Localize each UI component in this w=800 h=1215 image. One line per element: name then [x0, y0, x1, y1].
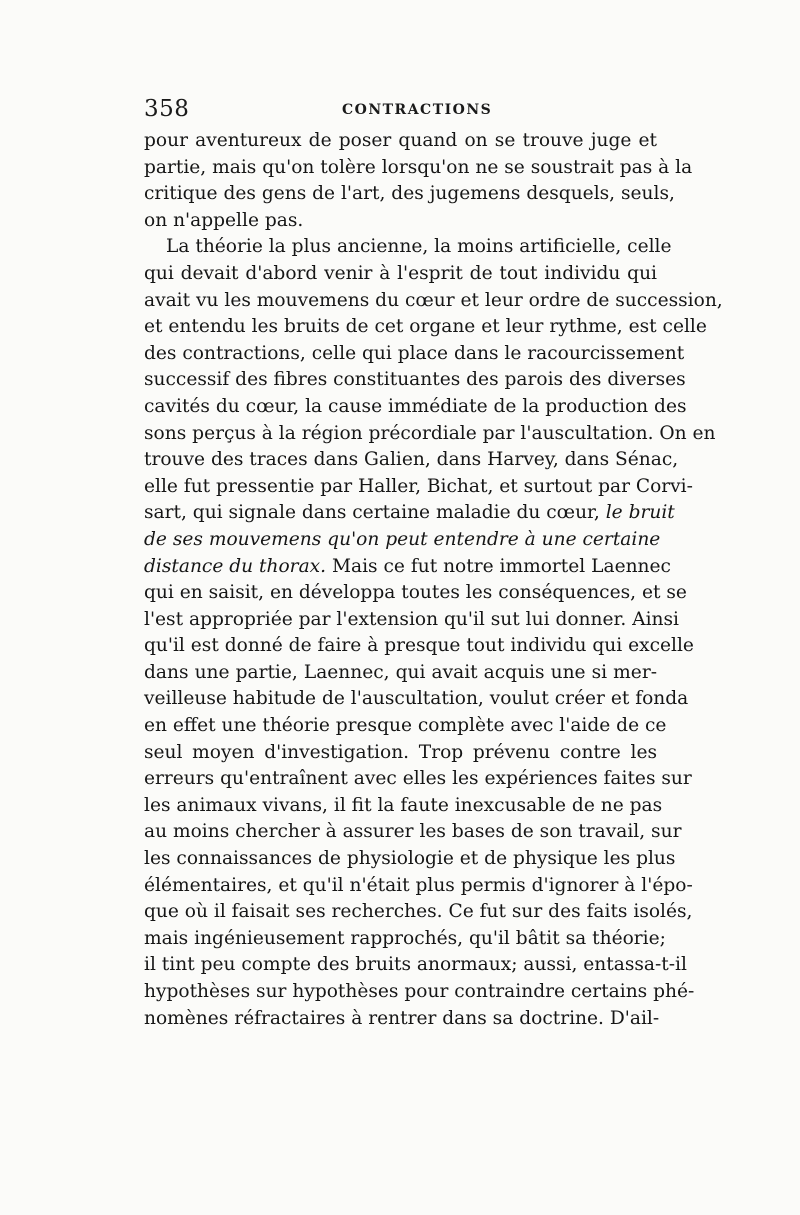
- text-line: et entendu les bruits de cet organe et leur rythme, est celle: [144, 316, 707, 338]
- text-line: veilleuse habitude de l'auscultation, voulut créer et fonda: [144, 688, 689, 710]
- text-run: sart, qui signale dans certaine maladie du cœur,: [144, 502, 600, 524]
- page-number: 358: [144, 96, 190, 122]
- text-line: des contractions, celle qui place dans le racourcissement: [144, 342, 685, 364]
- text-line: que où il faisait ses recherches. Ce fut sur des faits isolés,: [144, 901, 693, 923]
- text-line: les animaux vivans, il fit la faute inexcusable de ne pas: [144, 794, 663, 816]
- text-line: au moins chercher à assurer les bases de son travail, sur: [144, 821, 682, 843]
- text-run: Mais ce fut notre immortel Laennec: [331, 555, 671, 577]
- italic-quote-run: distance du thorax.: [144, 555, 327, 577]
- text-line: il tint peu compte des bruits anormaux; aussi, entassa-t-il: [144, 954, 687, 976]
- text-line: avait vu les mouvemens du cœur et leur ordre de succession,: [144, 289, 723, 311]
- text-line: dans une partie, Laennec, qui avait acquis une si mer-: [144, 661, 657, 683]
- text-line: qu'il est donné de faire à presque tout individu qui excelle: [144, 635, 694, 657]
- paragraph-start-line: La théorie la plus ancienne, la moins artificielle, celle: [166, 236, 672, 258]
- text-line-mixed: [144, 554, 671, 581]
- running-head: CONTRACTIONS: [342, 102, 493, 118]
- text-line: critique des gens de l'art, des jugemens desquels, seuls,: [144, 183, 675, 205]
- text-line: qui en saisit, en développa toutes les conséquences, et se: [144, 582, 687, 604]
- text-line: pour aventureux de poser quand on se trouve juge et: [144, 130, 657, 151]
- italic-quote-run: le bruit: [605, 502, 675, 524]
- text-line: cavités du cœur, la cause immédiate de la production des: [144, 395, 687, 417]
- text-line: qui devait d'abord venir à l'esprit de tout individu qui: [144, 262, 657, 284]
- text-line: sons perçus à la région précordiale par l'auscultation. On en: [144, 422, 716, 444]
- text-line: partie, mais qu'on tolère lorsqu'on ne se soustrait pas à la: [144, 156, 693, 178]
- body-text: [144, 128, 723, 1032]
- text-line: élémentaires, et qu'il n'était plus permis d'ignorer à l'épo-: [144, 874, 693, 896]
- text-line: on n'appelle pas.: [144, 209, 304, 231]
- text-line-mixed: [144, 500, 675, 527]
- text-line: successif des fibres constituantes des parois des diverses: [144, 369, 686, 391]
- text-line: hypothèses sur hypothèses pour contraindre certains phé-: [144, 981, 695, 1002]
- text-line-italic: [144, 527, 661, 554]
- text-line: l'est appropriée par l'extension qu'il sut lui donner. Ainsi: [144, 608, 679, 630]
- italic-quote-run: de ses mouvemens qu'on peut entendre à une certaine: [144, 528, 661, 550]
- text-line: nomènes réfractaires à rentrer dans sa doctrine. D'ail-: [144, 1007, 660, 1029]
- text-line: mais ingénieusement rapprochés, qu'il bâtit sa théorie;: [144, 927, 666, 949]
- text-line: trouve des traces dans Galien, dans Harvey, dans Sénac,: [144, 449, 679, 471]
- text-line: seul moyen d'investigation. Trop prévenu contre les: [144, 741, 657, 763]
- text-line: erreurs qu'entraînent avec elles les expériences faites sur: [144, 768, 692, 790]
- text-line: en effet une théorie presque complète avec l'aide de ce: [144, 715, 667, 737]
- text-line: les connaissances de physiologie et de physique les plus: [144, 848, 676, 870]
- page-header: [144, 96, 664, 126]
- text-line: elle fut pressentie par Haller, Bichat, et surtout par Corvi-: [144, 475, 693, 497]
